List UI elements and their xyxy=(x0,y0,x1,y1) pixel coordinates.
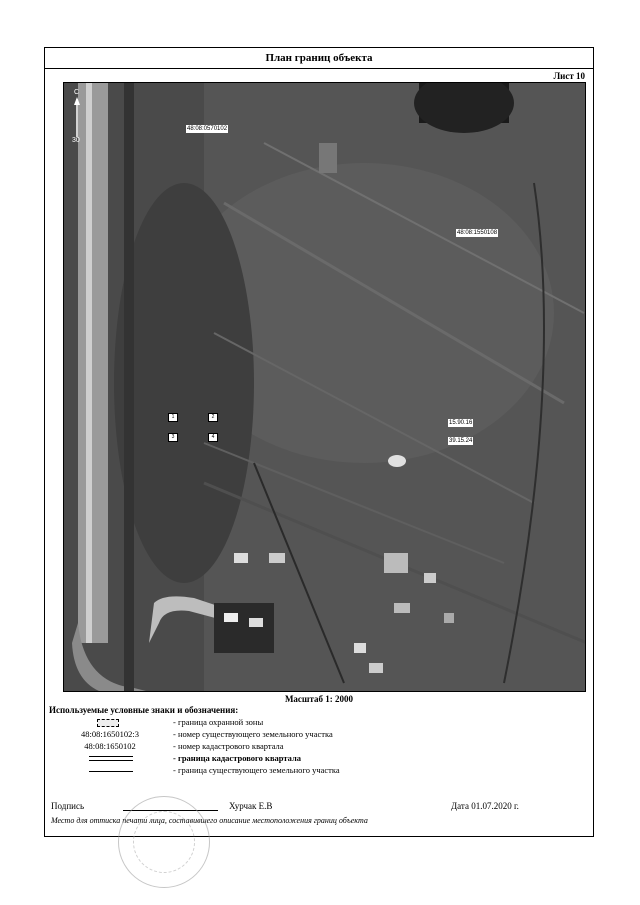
quarter-label-top-left: 48:08:0570102 xyxy=(187,126,228,132)
legend-row-parcel-number xyxy=(45,729,585,740)
seal-stamp xyxy=(118,796,210,888)
legend-symbol: 48:08:1650102 xyxy=(84,741,136,751)
legend-description: - номер кадастрового квартала xyxy=(173,741,284,751)
legend-description: - граница кадастрового квартала xyxy=(173,753,302,763)
quarter-boundary-symbol xyxy=(89,756,133,761)
page-title: План границ объекта xyxy=(45,48,593,69)
legend-description: - граница существующего земельного участка xyxy=(173,765,340,775)
sheet-number: Лист 10 xyxy=(553,71,585,81)
seal-inner-ring xyxy=(133,811,195,873)
boundary-marker: 4 xyxy=(208,433,218,442)
document-date: Дата 01.07.2020 г. xyxy=(451,801,519,811)
signature-label: Подпись xyxy=(51,801,85,811)
map-imagery xyxy=(64,83,586,692)
legend-title: Используемые условные знаки и обозначения: xyxy=(49,705,239,715)
document-frame xyxy=(44,47,594,837)
map-scale: Масштаб 1: 2000 xyxy=(284,694,354,704)
legend-symbol: 48:08:1650102:3 xyxy=(80,729,140,739)
security-zone-symbol xyxy=(97,719,119,727)
legend-description: - номер существующего земельного участка xyxy=(173,729,333,739)
boundary-marker: 1 xyxy=(168,413,178,422)
compass-marks-label: 30 xyxy=(72,137,80,144)
compass-north-label: С xyxy=(74,89,80,96)
legend-row-quarter-boundary xyxy=(45,753,585,764)
stamp-place-note: Место для оттиска печати лица, составившего описание местоположения границ объекта xyxy=(51,816,368,825)
boundary-marker: 2 xyxy=(208,413,218,422)
boundary-marker: 3 xyxy=(168,433,178,442)
quarter-label-top-right: 48:08:1550108 xyxy=(457,230,498,236)
legend-row-parcel-boundary xyxy=(45,765,585,776)
satellite-map xyxy=(63,82,586,692)
north-arrow xyxy=(68,89,86,149)
parcel-label-top: 15.90.16 xyxy=(449,420,473,426)
signer-name: Хурчак Е.В xyxy=(229,801,273,811)
legend-row-quarter-number xyxy=(45,741,585,752)
legend-row-zone xyxy=(45,717,585,728)
parcel-label-bottom: 39.15.24 xyxy=(449,438,473,444)
legend-description: - граница охранной зоны xyxy=(173,717,264,727)
parcel-boundary-symbol xyxy=(89,771,133,772)
